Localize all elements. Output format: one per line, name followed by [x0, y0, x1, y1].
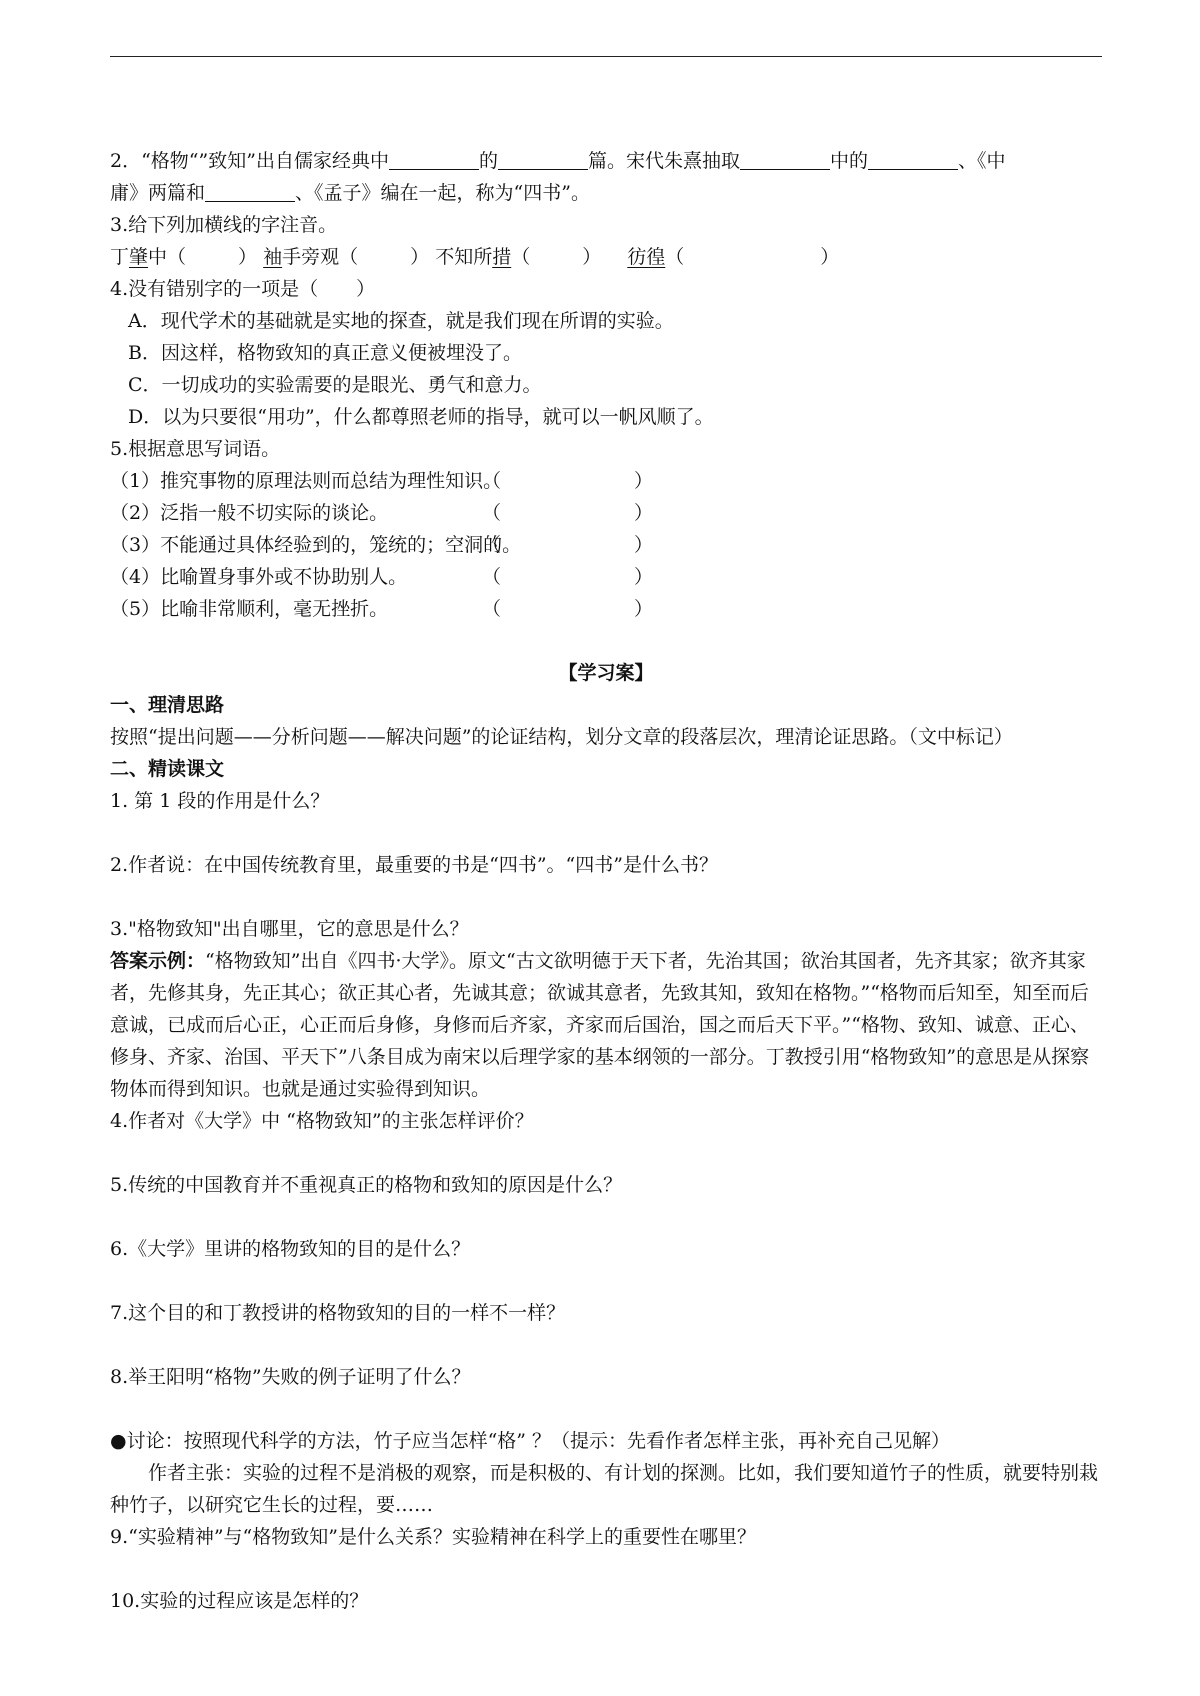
study-question-2: 2.作者说：在中国传统教育里，最重要的书是“四书”。“四书”是什么书？ — [110, 854, 718, 876]
underlined-char: 袖 — [263, 246, 283, 268]
answer-example: 答案示例：“格物致知”出自《四书·大学》。原文“古文欲明德于天下者，先治其国；欲治其国者，先齐其家；欲齐其家者，先修其身，先正其心；欲正其心者，先诚其意；欲诚其意者，先致其知，致知在格物。”“格物而后知至，知至而后意诚，已成而后心正，心正而后身修，身修而后齐家，齐家而后国治，国之而后天下平。”“格物、致知、诚意、正心、修身、齐家、治国、平天下”八条目成为南宋以后理学家的基本纲领的一部分。丁教授引用“格物致知”的意思是从探察物体而得到知识。也就是通过实验得到知识。 — [110, 950, 1090, 1100]
section-1-heading: 一、理清思路 — [110, 694, 225, 716]
fill-blank[interactable] — [205, 181, 295, 202]
question-2-line-1: 2．“格物“”致知”出自儒家经典中 的 篇。宋代朱熹抽取 中的 、《中 — [110, 150, 1006, 172]
question-5-title: 5.根据意思写词语。 — [110, 438, 281, 460]
answer-paren[interactable]: （ ） — [482, 502, 654, 524]
answer-paren[interactable]: （ ） — [482, 598, 654, 620]
study-question-1: 1. 第 1 段的作用是什么？ — [110, 790, 330, 812]
answer-paren[interactable]: （ ） — [482, 566, 654, 588]
fill-blank[interactable] — [740, 149, 830, 170]
study-question-10: 10.实验的过程应该是怎样的？ — [110, 1590, 369, 1612]
choice-c: C．一切成功的实验需要的是眼光、勇气和意力。 — [128, 374, 542, 396]
question-3-items: 丁肇中（ ） 袖手旁观（ ） 不知所措（ ） 彷徨（ ） — [110, 246, 840, 268]
section-2-heading: 二、精读课文 — [110, 758, 225, 780]
choice-a: A．现代学术的基础就是实地的探查，就是我们现在所谓的实验。 — [128, 310, 674, 332]
fill-blank[interactable] — [389, 149, 479, 170]
study-question-3: 3."格物致知"出自哪里，它的意思是什么？ — [110, 918, 469, 940]
study-question-7: 7.这个目的和丁教授讲的格物致知的目的一样不一样？ — [110, 1302, 566, 1324]
fill-blank[interactable] — [868, 149, 958, 170]
answer-paren[interactable]: （ ） — [482, 534, 654, 556]
definition-item: （4）比喻置身事外或不协助别人。 （ ） — [110, 566, 654, 588]
choice-b: B．因这样，格物致知的真正意义便被埋没了。 — [128, 342, 522, 364]
question-3-title: 3.给下列加横线的字注音。 — [110, 214, 338, 236]
study-question-9: 9.“实验精神”与“格物致知”是什么关系？实验精神在科学上的重要性在哪里？ — [110, 1526, 756, 1548]
study-heading: 【学习案】 — [558, 662, 654, 684]
discussion-prompt: ●讨论：按照现代科学的方法，竹子应当怎样“格” ？（提示：先看作者怎样主张，再补充自己见解） — [110, 1430, 951, 1452]
underlined-char: 措 — [492, 246, 512, 268]
definition-item: （3）不能通过具体经验到的，笼统的；空洞的。（ ） — [110, 534, 654, 556]
answer-paren[interactable]: （ ） — [482, 470, 654, 492]
section-1-text: 按照“提出问题——分析问题——解决问题”的论证结构，划分文章的段落层次，理清论证思路。（文中标记） — [110, 726, 1013, 748]
fill-blank[interactable] — [498, 149, 588, 170]
choice-d: D．以为只要很“用功”，什么都尊照老师的指导，就可以一帆风顺了。 — [128, 406, 714, 428]
header-rule — [110, 56, 1102, 57]
definition-item: （1）推究事物的原理法则而总结为理性知识。（ ） — [110, 470, 654, 492]
definition-item: （2）泛指一般不切实际的谈论。 （ ） — [110, 502, 654, 524]
study-question-5: 5.传统的中国教育并不重视真正的格物和致知的原因是什么？ — [110, 1174, 623, 1196]
study-question-6: 6.《大学》里讲的格物致知的目的是什么？ — [110, 1238, 471, 1260]
answer-label: 答案示例： — [110, 950, 206, 972]
study-question-4: 4.作者对《大学》中 “格物致知”的主张怎样评价？ — [110, 1110, 534, 1132]
underlined-char: 肇 — [129, 246, 149, 268]
underlined-word: 彷徨 — [627, 246, 666, 268]
question-4-title: 4.没有错别字的一项是（ ） — [110, 278, 376, 300]
study-question-8: 8.举王阳明“格物”失败的例子证明了什么？ — [110, 1366, 471, 1388]
discussion-text: 作者主张：实验的过程不是消极的观察，而是积极的、有计划的探测。比如，我们要知道竹子的性质，就要特别栽种竹子，以研究它生长的过程，要…… — [110, 1462, 1099, 1516]
worksheet — [110, 145, 1102, 1617]
definition-item: （5）比喻非常顺利，毫无挫折。 （ ） — [110, 598, 654, 620]
question-2-line-2: 庸》两篇和 、《孟子》编在一起，称为“四书”。 — [110, 182, 590, 204]
